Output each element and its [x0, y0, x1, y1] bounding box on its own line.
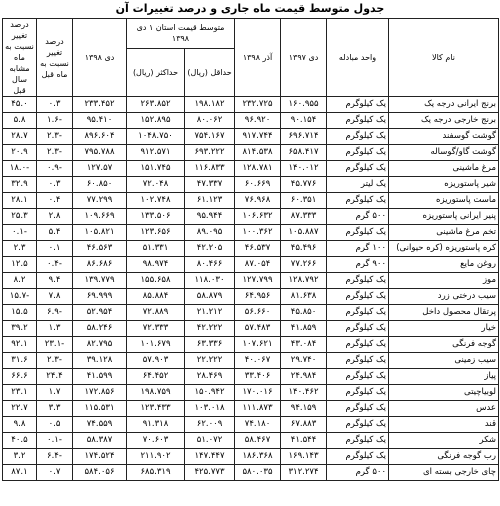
- cell-azar98: ۷۶.۹۶۸: [235, 193, 281, 209]
- cell-pct-year: ۲۸.۱: [3, 193, 37, 209]
- cell-dey98: ۶۰.۸۵۰: [73, 177, 127, 193]
- table-row: [3, 129, 499, 145]
- header-name: نام کالا: [389, 19, 499, 97]
- table-row: [3, 257, 499, 273]
- cell-azar98: ۵۶.۶۶۰: [235, 305, 281, 321]
- cell-max: ۱۵۲.۸۹۵: [127, 113, 185, 129]
- cell-pct-month: -۲۳.۱: [37, 337, 73, 353]
- cell-unit: یک کیلوگرم: [327, 145, 389, 161]
- cell-min: ۸۹.۰۹۵: [185, 225, 235, 241]
- cell-name: شیر پاستوریزه: [389, 177, 499, 193]
- cell-dey97: ۶۰.۳۵۱: [281, 193, 327, 209]
- cell-max: ۵۷.۹۰۳: [127, 353, 185, 369]
- cell-min: ۴۲.۲۰۵: [185, 241, 235, 257]
- table-row: [3, 289, 499, 305]
- cell-azar98: ۴۶.۵۳۷: [235, 241, 281, 257]
- table-row: [3, 433, 499, 449]
- cell-name: موز: [389, 273, 499, 289]
- cell-min: ۵۱.۰۷۲: [185, 433, 235, 449]
- cell-name: سیب زمینی: [389, 353, 499, 369]
- cell-max: ۲۶۳.۸۵۲: [127, 97, 185, 113]
- cell-unit: یک کیلوگرم: [327, 321, 389, 337]
- cell-dey98: ۸۶.۶۸۶: [73, 257, 127, 273]
- cell-pct-month: -۰.۴: [37, 257, 73, 273]
- header-dey97: دی ۱۳۹۷: [281, 19, 327, 97]
- cell-name: گوشت گاو/گوساله: [389, 145, 499, 161]
- cell-azar98: ۹۱۷.۷۴۴: [235, 129, 281, 145]
- cell-dey98: ۷۹۵.۷۸۸: [73, 145, 127, 161]
- cell-dey97: ۲۹.۷۴۰: [281, 353, 327, 369]
- cell-dey97: ۹۰.۱۵۴: [281, 113, 327, 129]
- cell-dey98: ۴۶.۵۶۳: [73, 241, 127, 257]
- cell-dey97: ۴۵.۷۷۶: [281, 177, 327, 193]
- table-title: جدول متوسط قیمت ماه جاری و درصد تغییرات آن: [115, 2, 385, 15]
- cell-pct-year: ۱۲.۵: [3, 257, 37, 273]
- cell-min: ۹۵.۹۴۴: [185, 209, 235, 225]
- cell-azar98: ۴۰.۰۶۷: [235, 353, 281, 369]
- cell-pct-year: ۶۶.۶: [3, 369, 37, 385]
- cell-azar98: ۵۷.۴۸۳: [235, 321, 281, 337]
- table-row: [3, 465, 499, 481]
- cell-pct-month: ۲۴.۴: [37, 369, 73, 385]
- cell-dey98: ۷۴.۵۵۹: [73, 417, 127, 433]
- cell-min: ۲۸.۴۶۹: [185, 369, 235, 385]
- cell-pct-year: ۳۲.۹: [3, 177, 37, 193]
- table-row: [3, 273, 499, 289]
- cell-max: ۱۰۴۸.۷۵۰: [127, 129, 185, 145]
- header-pct-year: درصد تغییر نسبت به ماه مشابه سال قبل: [3, 19, 37, 97]
- cell-pct-month: -۲.۳: [37, 129, 73, 145]
- cell-azar98: ۷۴.۱۸۰: [235, 417, 281, 433]
- cell-dey98: ۱۲۷.۵۷: [73, 161, 127, 177]
- cell-pct-year: -۰.۱: [3, 225, 37, 241]
- cell-dey97: ۱۶۹.۱۴۳: [281, 449, 327, 465]
- cell-pct-year: ۴۰.۵: [3, 433, 37, 449]
- cell-dey98: ۷۷.۲۹۹: [73, 193, 127, 209]
- cell-min: ۱۱۸.۰۳۰: [185, 273, 235, 289]
- cell-min: ۴۲.۲۲۲: [185, 321, 235, 337]
- cell-dey98: ۱۳۹.۷۷۹: [73, 273, 127, 289]
- table-row: [3, 449, 499, 465]
- cell-unit: یک کیلوگرم: [327, 385, 389, 401]
- cell-min: ۱۹۸.۱۸۲: [185, 97, 235, 113]
- table-row: [3, 177, 499, 193]
- cell-dey97: ۸۷.۳۳۳: [281, 209, 327, 225]
- table-row: [3, 401, 499, 417]
- cell-name: سیب درختی زرد: [389, 289, 499, 305]
- header-max: حداکثر (ریال): [127, 48, 185, 96]
- cell-pct-year: ۲۸.۷: [3, 129, 37, 145]
- cell-name: ماست پاستوریزه: [389, 193, 499, 209]
- cell-max: ۱۹۸.۷۵۹: [127, 385, 185, 401]
- cell-azar98: ۶۰.۶۶۹: [235, 177, 281, 193]
- cell-azar98: ۹۶.۹۲۰: [235, 113, 281, 129]
- cell-name: برنج ایرانی درجه یک: [389, 97, 499, 113]
- cell-unit: یک کیلوگرم: [327, 113, 389, 129]
- table-row: [3, 193, 499, 209]
- cell-unit: ۹۰۰ گرم: [327, 257, 389, 273]
- cell-dey98: ۵۸.۲۴۶: [73, 321, 127, 337]
- cell-azar98: ۲۳۲.۷۲۵: [235, 97, 281, 113]
- cell-min: ۴۷.۳۳۷: [185, 177, 235, 193]
- cell-dey98: ۶۹.۹۹۹: [73, 289, 127, 305]
- cell-pct-year: ۲۰.۹: [3, 145, 37, 161]
- cell-unit: یک کیلوگرم: [327, 289, 389, 305]
- cell-max: ۱۲۳.۴۳۳: [127, 401, 185, 417]
- cell-name: کره پاستوریزه (کره حیوانی): [389, 241, 499, 257]
- cell-dey97: ۶۹۶.۷۱۴: [281, 129, 327, 145]
- cell-name: لوبیاچیتی: [389, 385, 499, 401]
- cell-unit: یک کیلوگرم: [327, 193, 389, 209]
- cell-pct-month: ۵.۴: [37, 225, 73, 241]
- cell-name: تخم مرغ ماشینی: [389, 225, 499, 241]
- cell-azar98: ۱۱۱.۸۷۳: [235, 401, 281, 417]
- cell-unit: یک کیلوگرم: [327, 97, 389, 113]
- cell-max: ۱۳۳.۵۰۶: [127, 209, 185, 225]
- cell-dey98: ۱۱۵.۵۳۱: [73, 401, 127, 417]
- table-row: [3, 353, 499, 369]
- cell-pct-month: -۱.۶: [37, 113, 73, 129]
- cell-dey97: ۴۵.۸۵۰: [281, 305, 327, 321]
- table-row: [3, 97, 499, 113]
- cell-name: گوشت گوسفند: [389, 129, 499, 145]
- cell-dey97: ۴۳.۰۸۴: [281, 337, 327, 353]
- table-row: [3, 417, 499, 433]
- cell-max: ۷۲.۳۳۳: [127, 321, 185, 337]
- cell-unit: یک کیلوگرم: [327, 305, 389, 321]
- cell-max: ۱۵۵.۶۵۸: [127, 273, 185, 289]
- cell-dey98: ۵۲.۹۵۴: [73, 305, 127, 321]
- cell-pct-month: -۰.۹: [37, 161, 73, 177]
- cell-min: ۶۹۳.۲۲۲: [185, 145, 235, 161]
- cell-pct-month: ۰.۳: [37, 177, 73, 193]
- cell-min: ۲۲.۲۲۲: [185, 353, 235, 369]
- cell-pct-month: ۰.۱: [37, 241, 73, 257]
- table-row: [3, 305, 499, 321]
- cell-unit: ۱۰۰ گرم: [327, 241, 389, 257]
- cell-max: ۹۸.۹۷۴: [127, 257, 185, 273]
- cell-azar98: ۳۳.۴۰۶: [235, 369, 281, 385]
- cell-pct-month: ۰.۳: [37, 97, 73, 113]
- cell-name: رب گوجه فرنگی: [389, 449, 499, 465]
- cell-pct-year: ۲۵.۳: [3, 209, 37, 225]
- cell-pct-year: ۲۲.۷: [3, 401, 37, 417]
- cell-unit: یک کیلوگرم: [327, 401, 389, 417]
- cell-pct-month: ۱.۳: [37, 321, 73, 337]
- cell-min: ۶۱.۱۲۳: [185, 193, 235, 209]
- cell-pct-year: ۸.۲: [3, 273, 37, 289]
- cell-pct-year: ۲۳.۱: [3, 385, 37, 401]
- cell-unit: یک کیلوگرم: [327, 353, 389, 369]
- cell-pct-month: ۰.۵: [37, 417, 73, 433]
- cell-pct-month: ۹.۴: [37, 273, 73, 289]
- cell-min: ۴۲۵.۷۷۳: [185, 465, 235, 481]
- cell-dey98: ۱۷۴.۵۲۴: [73, 449, 127, 465]
- cell-min: ۵۸.۸۷۹: [185, 289, 235, 305]
- cell-max: ۱۵۱.۷۴۵: [127, 161, 185, 177]
- cell-max: ۷۲.۰۴۸: [127, 177, 185, 193]
- cell-azar98: ۱۰۰.۳۶۲: [235, 225, 281, 241]
- cell-name: گوجه فرنگی: [389, 337, 499, 353]
- cell-unit: یک کیلوگرم: [327, 449, 389, 465]
- table-row: [3, 161, 499, 177]
- cell-dey98: ۱۰۹.۶۶۹: [73, 209, 127, 225]
- cell-unit: یک کیلوگرم: [327, 337, 389, 353]
- cell-unit: یک کیلوگرم: [327, 161, 389, 177]
- cell-min: ۷۵۴.۱۶۷: [185, 129, 235, 145]
- cell-pct-year: ۴۵.۰: [3, 97, 37, 113]
- cell-dey98: ۱۰۵.۸۲۱: [73, 225, 127, 241]
- cell-name: قند: [389, 417, 499, 433]
- cell-max: ۱۰۲.۷۴۸: [127, 193, 185, 209]
- cell-azar98: ۶۴.۹۵۶: [235, 289, 281, 305]
- cell-pct-month: ۳.۳: [37, 401, 73, 417]
- cell-max: ۷۲.۸۸۹: [127, 305, 185, 321]
- table-row: [3, 241, 499, 257]
- cell-dey97: ۸۱.۶۳۸: [281, 289, 327, 305]
- cell-pct-year: ۹.۸: [3, 417, 37, 433]
- cell-azar98: ۱۸۶.۳۶۸: [235, 449, 281, 465]
- cell-max: ۶۸۵.۳۱۹: [127, 465, 185, 481]
- header-azar98: آذر ۱۳۹۸: [235, 19, 281, 97]
- cell-name: چای خارجی بسته ای: [389, 465, 499, 481]
- cell-name: پنیر ایرانی پاستوریزه: [389, 209, 499, 225]
- cell-pct-year: ۵.۸: [3, 113, 37, 129]
- cell-dey98: ۹۵.۴۱۰: [73, 113, 127, 129]
- cell-max: ۵۱.۳۳۱: [127, 241, 185, 257]
- cell-dey97: ۶۷.۸۸۳: [281, 417, 327, 433]
- cell-dey98: ۲۳۳.۴۵۲: [73, 97, 127, 113]
- cell-pct-year: ۹۲.۱: [3, 337, 37, 353]
- cell-dey98: ۵۸.۳۸۷: [73, 433, 127, 449]
- cell-name: پرتقال محصول داخل: [389, 305, 499, 321]
- cell-azar98: ۱۰۷.۶۲۱: [235, 337, 281, 353]
- cell-min: ۱۵۰.۹۴۲: [185, 385, 235, 401]
- cell-pct-month: ۲.۸: [37, 209, 73, 225]
- header-avg-group: متوسط قیمت استان ۱ دی ۱۳۹۸: [127, 19, 235, 49]
- cell-pct-year: ۳۹.۲: [3, 321, 37, 337]
- cell-name: روغن مایع: [389, 257, 499, 273]
- cell-max: ۷۰.۶۰۳: [127, 433, 185, 449]
- cell-pct-month: -۶.۹: [37, 305, 73, 321]
- cell-name: عدس: [389, 401, 499, 417]
- cell-min: ۱۱۶.۸۳۳: [185, 161, 235, 177]
- table-row: [3, 225, 499, 241]
- cell-name: شکر: [389, 433, 499, 449]
- cell-azar98: ۱۲۸.۷۸۱: [235, 161, 281, 177]
- cell-pct-year: ۸۷.۱: [3, 465, 37, 481]
- cell-dey97: ۱۰۵.۸۸۷: [281, 225, 327, 241]
- cell-dey97: ۴۵.۴۹۶: [281, 241, 327, 257]
- cell-pct-year: ۳.۲: [3, 449, 37, 465]
- cell-pct-month: -۰.۱: [37, 433, 73, 449]
- header-dey98: دی ۱۳۹۸: [73, 19, 127, 97]
- cell-name: خیار: [389, 321, 499, 337]
- cell-max: ۶۴.۴۵۲: [127, 369, 185, 385]
- cell-pct-year: -۱۵.۷: [3, 289, 37, 305]
- table-row: [3, 385, 499, 401]
- cell-pct-month: ۰.۷: [37, 465, 73, 481]
- table-row: [3, 145, 499, 161]
- cell-max: ۲۱۱.۹۰۲: [127, 449, 185, 465]
- cell-dey97: ۷۷.۲۶۶: [281, 257, 327, 273]
- cell-min: ۲۱.۲۱۲: [185, 305, 235, 321]
- cell-name: برنج خارجی درجه یک: [389, 113, 499, 129]
- table-row: [3, 209, 499, 225]
- cell-min: ۸۰.۴۶۶: [185, 257, 235, 273]
- cell-pct-month: -۲.۳: [37, 353, 73, 369]
- cell-unit: یک کیلوگرم: [327, 225, 389, 241]
- cell-dey98: ۳۹.۱۲۸: [73, 353, 127, 369]
- cell-azar98: ۱۷۰.۰۱۶: [235, 385, 281, 401]
- cell-unit: یک کیلوگرم: [327, 369, 389, 385]
- cell-min: ۱۰۳.۰۱۸: [185, 401, 235, 417]
- price-table: [2, 18, 499, 481]
- cell-dey97: ۴۱.۵۴۴: [281, 433, 327, 449]
- cell-name: پیاز: [389, 369, 499, 385]
- cell-unit: یک کیلوگرم: [327, 273, 389, 289]
- cell-pct-month: -۲.۳: [37, 145, 73, 161]
- cell-azar98: ۵۸۰.۰۳۵: [235, 465, 281, 481]
- cell-dey97: ۴۱.۸۵۹: [281, 321, 327, 337]
- cell-unit: یک کیلوگرم: [327, 433, 389, 449]
- cell-min: ۶۲.۰۰۹: [185, 417, 235, 433]
- cell-min: ۱۴۷.۴۴۷: [185, 449, 235, 465]
- cell-dey97: ۳۱۲.۲۷۴: [281, 465, 327, 481]
- cell-min: ۸۰.۰۶۲: [185, 113, 235, 129]
- cell-max: ۸۵.۸۸۴: [127, 289, 185, 305]
- cell-dey98: ۸۹۶.۶۰۴: [73, 129, 127, 145]
- cell-unit: یک کیلوگرم: [327, 129, 389, 145]
- cell-unit: یک لیتر: [327, 177, 389, 193]
- cell-dey97: ۱۴۰.۴۶۲: [281, 385, 327, 401]
- cell-dey98: ۵۸۴.۰۵۶: [73, 465, 127, 481]
- cell-pct-month: ۱.۷: [37, 385, 73, 401]
- table-body: [3, 97, 499, 481]
- header-min: حداقل (ریال): [185, 48, 235, 96]
- cell-pct-year: ۳۱.۶: [3, 353, 37, 369]
- cell-min: ۶۳.۳۳۶: [185, 337, 235, 353]
- cell-dey97: ۱۶۰.۹۵۵: [281, 97, 327, 113]
- table-row: [3, 321, 499, 337]
- cell-pct-month: ۰.۴: [37, 193, 73, 209]
- cell-max: ۱۰۱.۶۷۹: [127, 337, 185, 353]
- cell-max: ۹۱.۳۱۸: [127, 417, 185, 433]
- cell-unit: یک کیلوگرم: [327, 417, 389, 433]
- cell-azar98: ۱۲۷.۷۹۹: [235, 273, 281, 289]
- cell-azar98: ۱۰۶.۶۳۲: [235, 209, 281, 225]
- cell-name: مرغ ماشینی: [389, 161, 499, 177]
- cell-max: ۱۲۳.۶۵۶: [127, 225, 185, 241]
- cell-max: ۹۱۲.۵۷۱: [127, 145, 185, 161]
- cell-dey98: ۱۷۲.۸۵۶: [73, 385, 127, 401]
- cell-dey97: ۶۵۸.۴۱۷: [281, 145, 327, 161]
- cell-pct-year: ۱۵.۵: [3, 305, 37, 321]
- cell-unit: ۵۰۰ گرم: [327, 465, 389, 481]
- cell-pct-month: ۷.۸: [37, 289, 73, 305]
- table-row: [3, 113, 499, 129]
- cell-dey98: ۴۱.۵۹۹: [73, 369, 127, 385]
- cell-dey97: ۱۴۰.۰۱۲: [281, 161, 327, 177]
- header-unit: واحد مبادله: [327, 19, 389, 97]
- cell-dey97: ۹۴.۱۵۹: [281, 401, 327, 417]
- cell-pct-month: -۶.۴: [37, 449, 73, 465]
- cell-azar98: ۸۷.۰۵۴: [235, 257, 281, 273]
- cell-unit: ۵۰۰ گرم: [327, 209, 389, 225]
- cell-dey98: ۸۲.۷۹۵: [73, 337, 127, 353]
- cell-dey97: ۲۴.۹۸۴: [281, 369, 327, 385]
- cell-azar98: ۵۸.۴۶۷: [235, 433, 281, 449]
- cell-pct-year: -۱۸.۰: [3, 161, 37, 177]
- cell-pct-year: ۲.۳: [3, 241, 37, 257]
- table-row: [3, 369, 499, 385]
- cell-dey97: ۱۲۸.۷۹۲: [281, 273, 327, 289]
- header-pct-month: درصد تغییر نسبت به ماه قبل: [37, 19, 73, 97]
- cell-azar98: ۸۱۴.۵۳۸: [235, 145, 281, 161]
- table-row: [3, 337, 499, 353]
